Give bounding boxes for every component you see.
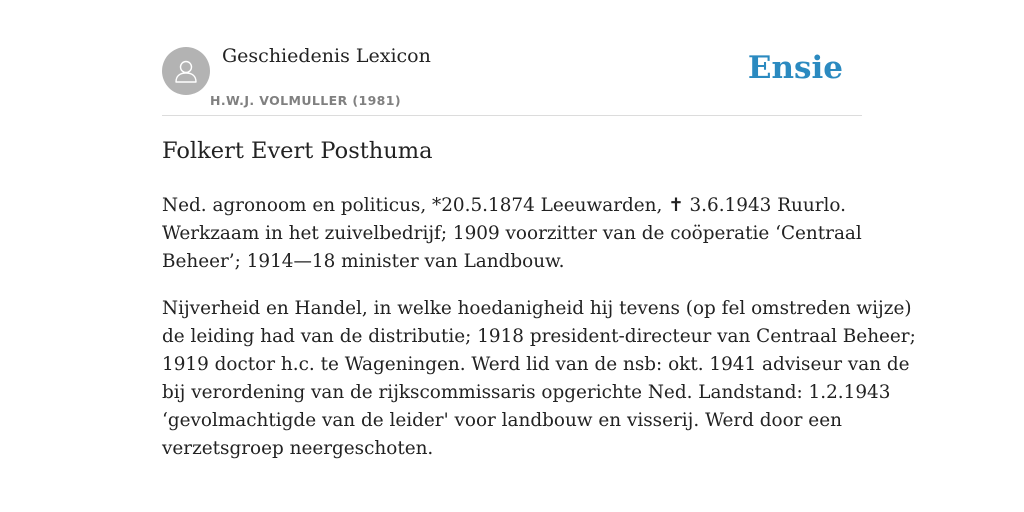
- text-line: Ned. agronoom en politicus, *20.5.1874 Leeuwarden, ✝ 3.6.1943 Ruurlo.: [162, 195, 846, 216]
- avatar[interactable]: [162, 47, 210, 95]
- text-line: Nijverheid en Handel, in welke hoedanigheid hij tevens (op fel omstreden wijze): [162, 298, 912, 319]
- paragraph: [162, 295, 916, 463]
- header: [162, 40, 862, 116]
- lexicon-name[interactable]: Geschiedenis Lexicon: [222, 45, 431, 67]
- text-line: ‘gevolmachtigde van de leider' voor landbouw en visserij. Werd door een: [162, 410, 842, 431]
- article-title: Folkert Evert Posthuma: [162, 138, 433, 164]
- paragraph: [162, 192, 862, 276]
- author-name[interactable]: H.W.J. VOLMULLER (1981): [210, 93, 401, 108]
- text-line: verzetsgroep neergeschoten.: [162, 438, 434, 459]
- text-line: 1919 doctor h.c. te Wageningen. Werd lid van de nsb: okt. 1941 adviseur van de: [162, 354, 910, 375]
- text-line: Werkzaam in het zuivelbedrijf; 1909 voorzitter van de coöperatie ‘Centraal: [162, 223, 862, 244]
- user-icon: [172, 57, 200, 85]
- text-line: de leiding had van de distributie; 1918 president-directeur van Centraal Beheer;: [162, 326, 916, 347]
- text-line: Beheer’; 1914—18 minister van Landbouw.: [162, 251, 565, 272]
- text-line: bij verordening van de rijkscommissaris opgerichte Ned. Landstand: 1.2.1943: [162, 382, 891, 403]
- brand-logo[interactable]: Ensie: [747, 50, 843, 86]
- article-body: [162, 192, 916, 482]
